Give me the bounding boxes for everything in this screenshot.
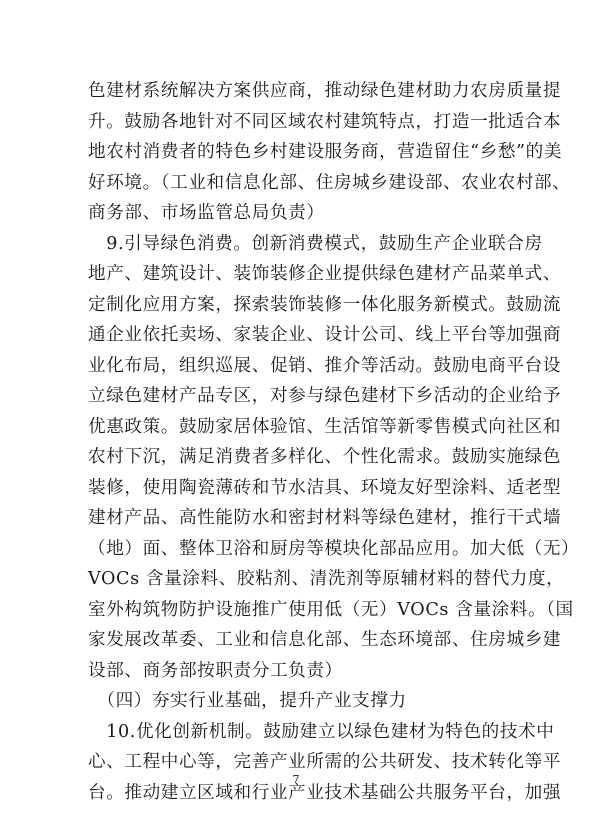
body-line: 通企业依托卖场、家装企业、设计公司、线上平台等加强商 (88, 325, 562, 345)
section-9-heading-line: 9.引导绿色消费。创新消费模式，鼓励生产企业联合房 (88, 234, 543, 254)
body-line: 建材产品、高性能防水和密封材料等绿色建材，推行干式墙 (88, 508, 562, 528)
body-line: 家发展改革委、工业和信息化部、生态环境部、住房城乡建 (88, 630, 562, 650)
body-line: 商务部、市场监管总局负责） (88, 203, 325, 223)
body-line: 好环境。（工业和信息化部、住房城乡建设部、农业农村部、 (88, 173, 571, 193)
section-10-heading-line: 10.优化创新机制。鼓励建立以绿色建材为特色的技术中 (88, 722, 555, 742)
body-line: 设部、商务部按职责分工负责） (88, 661, 343, 681)
body-line: 优惠政策。鼓励家居体验馆、生活馆等新零售模式向社区和 (88, 417, 562, 437)
body-line: 定制化应用方案，探索装饰装修一体化服务新模式。鼓励流 (88, 295, 562, 315)
body-line: 地产、建筑设计、装饰装修企业提供绿色建材产品菜单式、 (88, 264, 562, 284)
body-line: 地农村消费者的特色乡村建设服务商，营造留住“乡愁”的美 (88, 142, 563, 162)
body-line: 立绿色建材产品专区，对参与绿色建材下乡活动的企业给予 (88, 386, 562, 406)
page-number: 7 (292, 773, 300, 786)
body-line: 业化布局，组织巡展、促销、推介等活动。鼓励电商平台设 (88, 356, 562, 376)
section-4-heading: （四）夯实行业基础，提升产业支撑力 (88, 691, 407, 711)
body-line: VOCs 含量涂料、胶粘剂、清洗剂等原辅材料的替代力度， (88, 569, 565, 589)
body-line: （地）面、整体卫浴和厨房等模块化部品应用。加大低（无） (88, 539, 580, 559)
body-line: 台。推动建立区域和行业产业技术基础公共服务平台，加强 (88, 783, 562, 803)
body-line: 室外构筑物防护设施推广使用低（无）VOCs 含量涂料。（国 (88, 600, 574, 620)
body-line: 农村下沉，满足消费者多样化、个性化需求。鼓励实施绿色 (88, 447, 562, 467)
body-line: 升。鼓励各地针对不同区域农村建筑特点，打造一批适合本 (88, 112, 562, 132)
body-line: 心、工程中心等，完善产业所需的公共研发、技术转化等平 (88, 752, 562, 772)
body-line: 装修，使用陶瓷薄砖和节水洁具、环境友好型涂料、适老型 (88, 478, 562, 498)
body-line: 色建材系统解决方案供应商，推动绿色建材助力农房质量提 (88, 81, 562, 101)
